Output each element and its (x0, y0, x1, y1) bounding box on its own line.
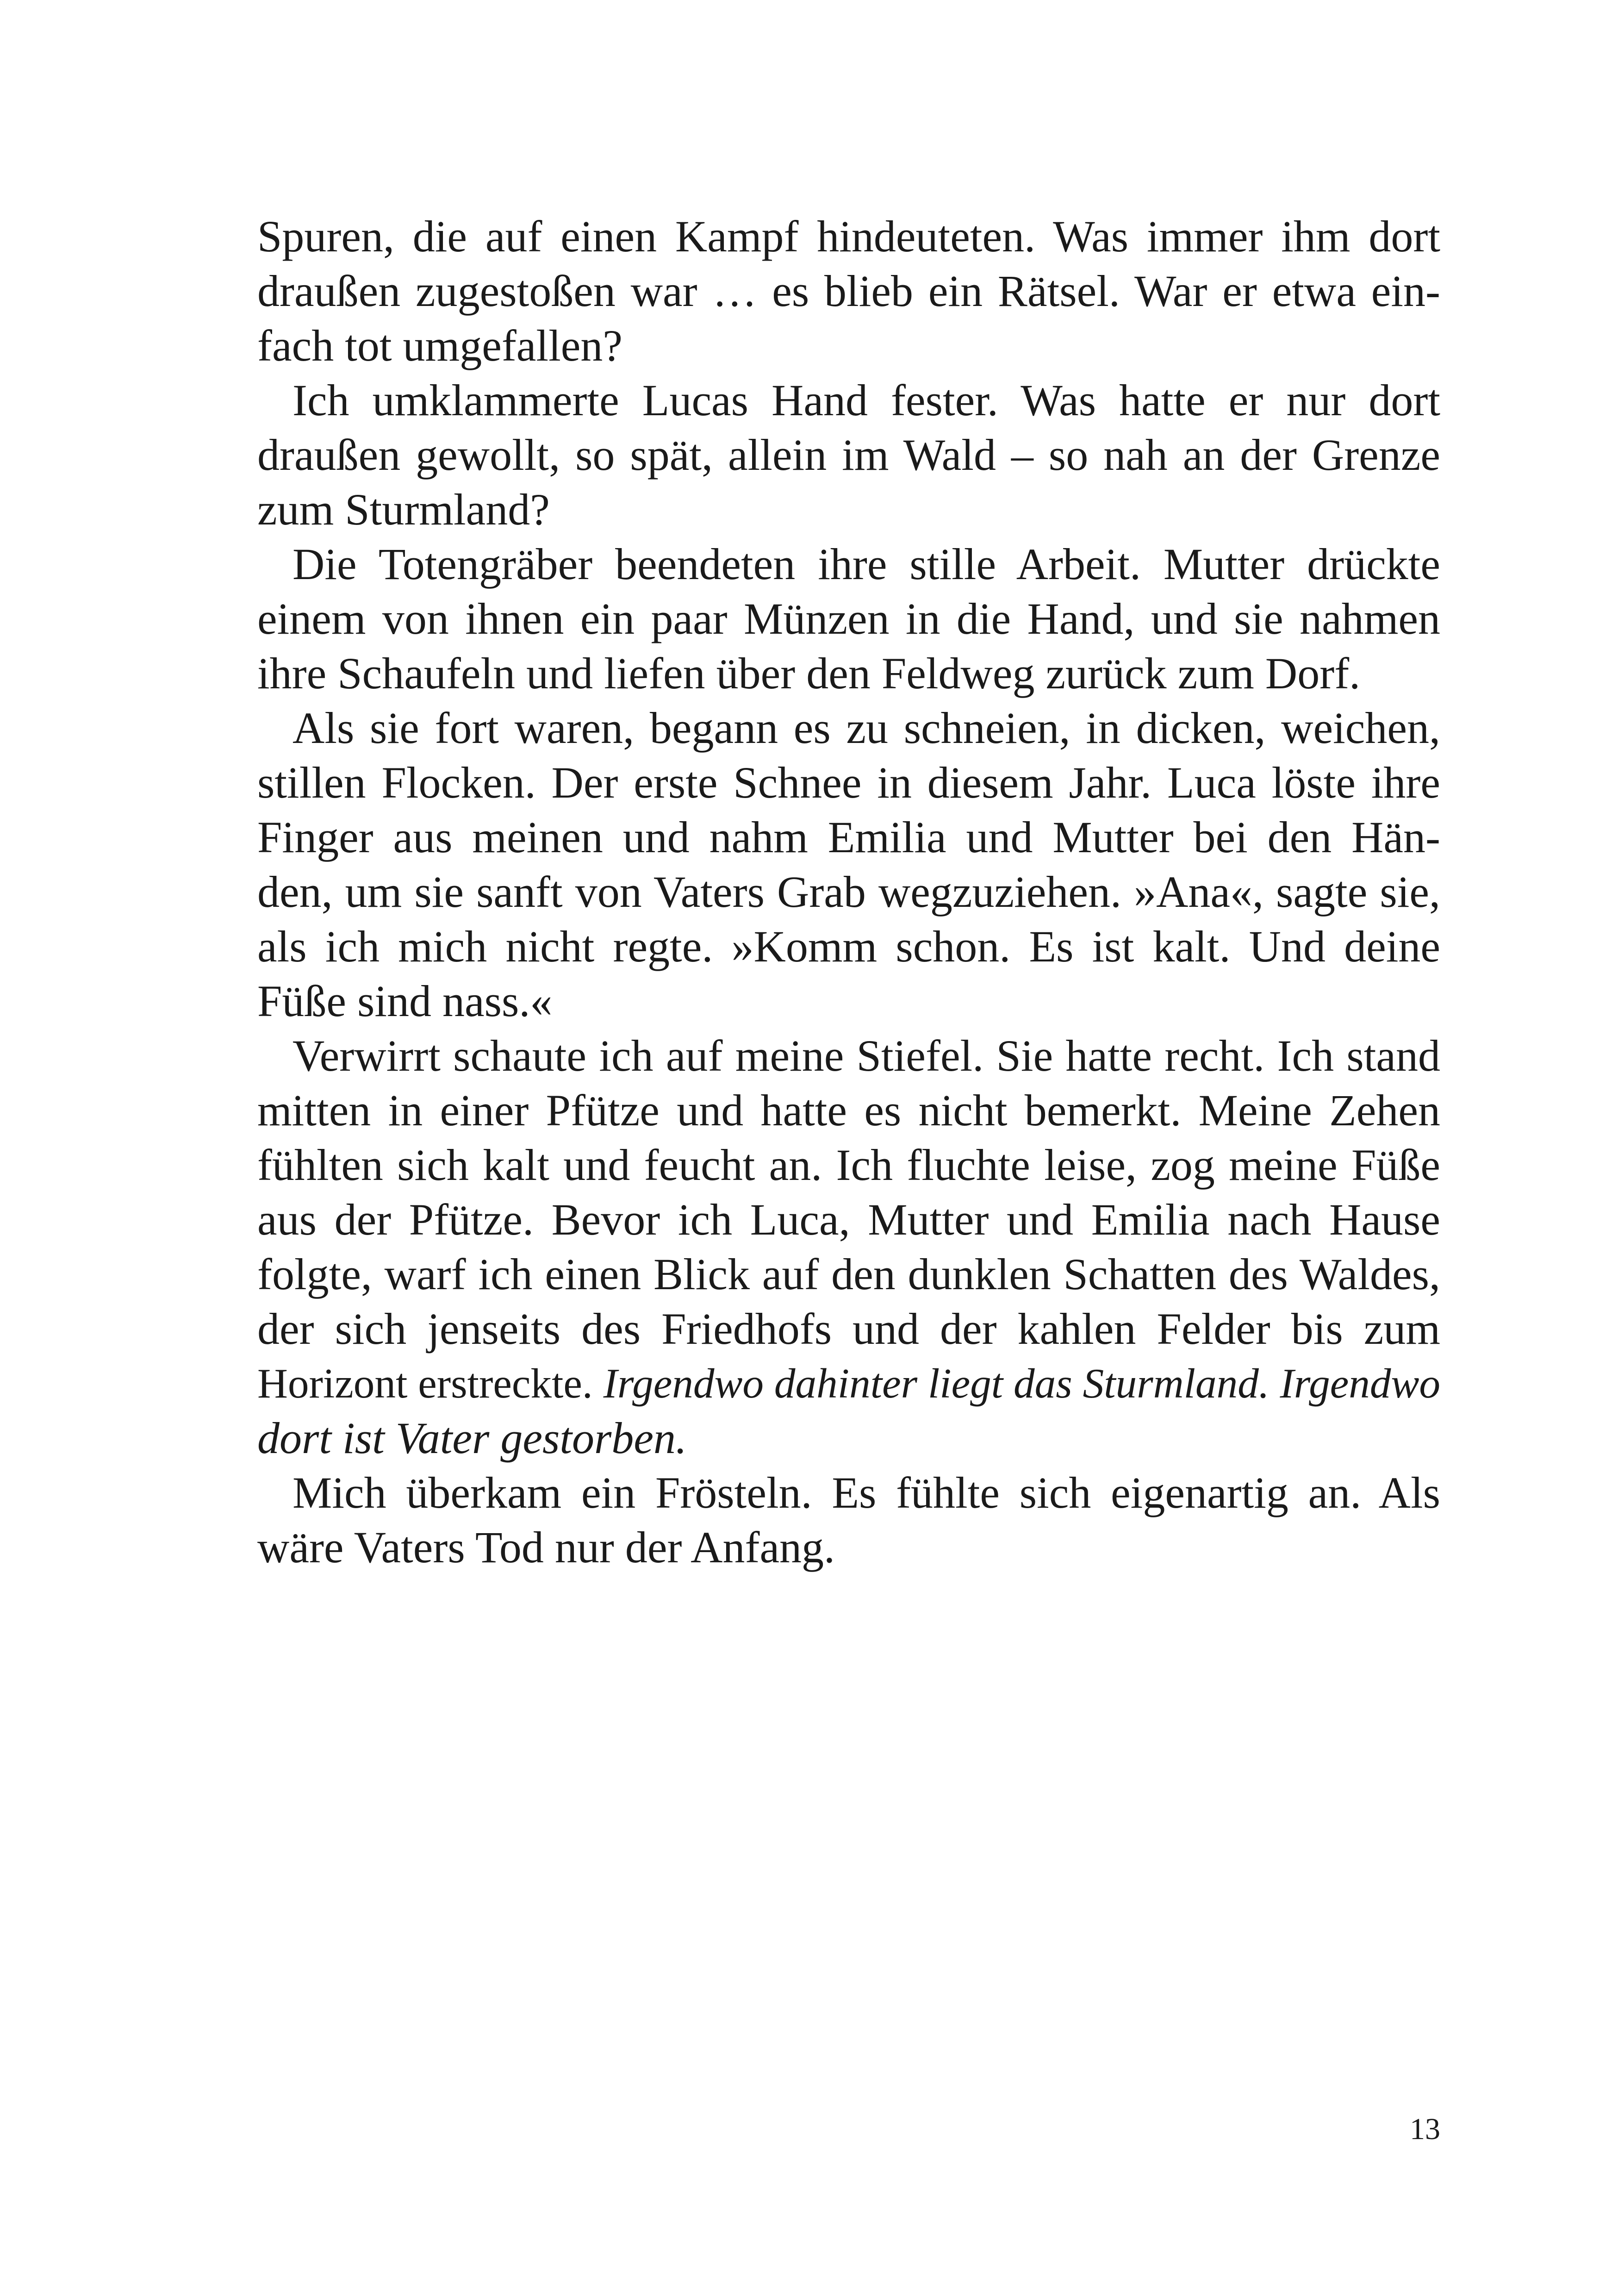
text-line (257, 1411, 1440, 1466)
italic-thought: dort ist Vater gestorben. (257, 1413, 687, 1463)
text-line: Füße sind nass.« (257, 976, 553, 1026)
text-line: draußen gewollt, so spät, allein im Wald – so nah an der Grenze (257, 430, 1440, 480)
italic-thought: Irgendwo dahinter liegt das Sturmland. Irgendwo (603, 1360, 1440, 1407)
text-line: als ich mich nicht regte. »Komm schon. Es ist kalt. Und deine (257, 922, 1440, 971)
text-line: Ich umklammerte Lucas Hand fester. Was hatte er nur dort (292, 375, 1440, 425)
text-line: stillen Flocken. Der erste Schnee in diesem Jahr. Luca löste ihre (257, 758, 1440, 807)
text-line: zum Sturmland? (257, 485, 550, 534)
text-line: Finger aus meinen und nahm Emilia und Mutter bei den Hän- (257, 812, 1440, 862)
text-line: folgte, warf ich einen Blick auf den dunklen Schatten des Waldes, (257, 1249, 1440, 1299)
text-line: mitten in einer Pfütze und hatte es nicht bemerkt. Meine Zehen (257, 1086, 1440, 1135)
paragraph-1 (257, 209, 1440, 373)
text-line: Mich überkam ein Frösteln. Es fühlte sich eigenartig an. Als (292, 1468, 1440, 1517)
text-line: wäre Vaters Tod nur der Anfang. (257, 1522, 835, 1572)
body-text (257, 209, 1440, 1575)
paragraph-3 (257, 537, 1440, 701)
text-line: fach tot umgefallen? (257, 321, 622, 370)
text-line: den, um sie sanft von Vaters Grab wegzuziehen. »Ana«, sagte sie, (257, 867, 1440, 917)
text-line: Verwirrt schaute ich auf meine Stiefel. Sie hatte recht. Ich stand (292, 1031, 1440, 1080)
text-line: der sich jenseits des Friedhofs und der kahlen Felder bis zum (257, 1304, 1440, 1354)
text-line: ihre Schaufeln und liefen über den Feldweg zurück zum Dorf. (257, 649, 1361, 698)
page-number: 13 (1410, 2112, 1440, 2146)
text-line: Spuren, die auf einen Kampf hindeuteten. Was immer ihm dort (257, 212, 1440, 261)
paragraph-5 (257, 1029, 1440, 1466)
text-line: aus der Pfütze. Bevor ich Luca, Mutter und Emilia nach Hause (257, 1195, 1440, 1244)
text-line: einem von ihnen ein paar Münzen in die Hand, und sie nahmen (257, 594, 1440, 643)
paragraph-6 (257, 1466, 1440, 1575)
text-line: Als sie fort waren, begann es zu schneien, in dicken, weichen, (292, 703, 1440, 753)
text-line: fühlten sich kalt und feucht an. Ich fluchte leise, zog meine Füße (257, 1140, 1440, 1190)
text-line-mixed (257, 1356, 1440, 1411)
text-line: Die Totengräber beendeten ihre stille Arbeit. Mutter drückte (292, 539, 1440, 589)
text-segment: Horizont erstreckte. (257, 1360, 604, 1407)
text-line: draußen zugestoßen war … es blieb ein Rätsel. War er etwa ein- (257, 266, 1440, 316)
paragraph-4 (257, 701, 1440, 1029)
paragraph-2 (257, 373, 1440, 537)
